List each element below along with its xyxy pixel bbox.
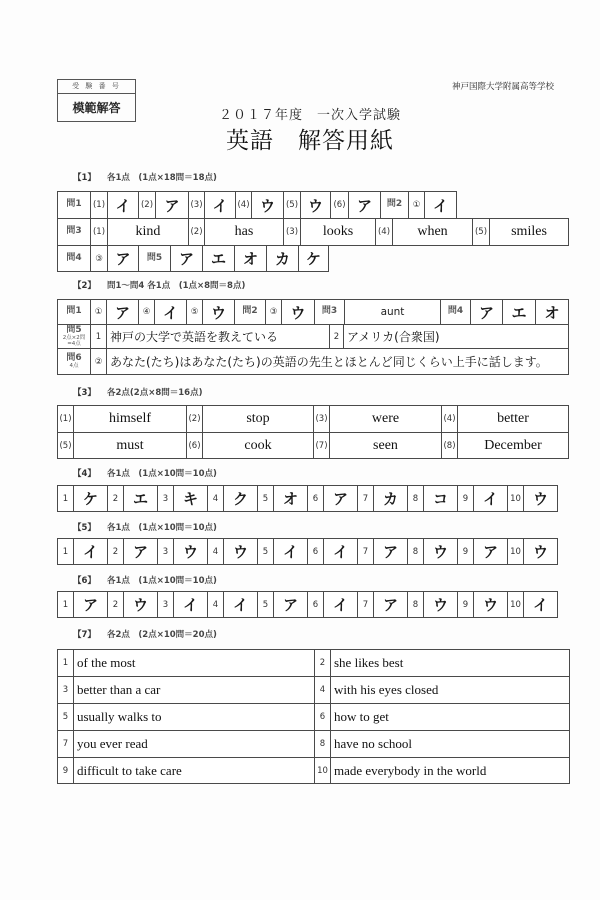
question-label — [57, 324, 91, 349]
answer-cell: ウ — [473, 591, 508, 618]
item-number: (4) — [235, 191, 252, 219]
answer-cell: ウ — [423, 591, 458, 618]
answer-cell: ウ — [523, 538, 558, 565]
answer-cell: ア — [170, 245, 203, 272]
answer-text-cell: made everybody in the world — [330, 757, 570, 784]
answer-cell: has — [204, 218, 284, 246]
question-label: 問1 — [57, 191, 91, 219]
answer-cell: ア — [473, 538, 508, 565]
item-number: (3) — [188, 191, 205, 219]
question-label: 問4 — [440, 299, 471, 325]
section-7-row — [57, 730, 569, 758]
item-number: 6 — [307, 485, 324, 512]
question-label: 問1 — [57, 299, 91, 325]
item-number: (1) — [90, 218, 108, 246]
page-title: 英語 解答用紙 — [226, 128, 394, 154]
answer-cell: ウ — [281, 299, 315, 325]
item-number: (2) — [188, 218, 205, 246]
answer-cell: ア — [373, 591, 408, 618]
answer-cell: ア — [155, 191, 189, 219]
item-number: 2 — [329, 324, 344, 349]
answer-cell: イ — [323, 538, 358, 565]
item-number: 1 — [57, 538, 74, 565]
answer-cell: コ — [423, 485, 458, 512]
answer-cell: ウ — [251, 191, 284, 219]
answer-cell: when — [392, 218, 473, 246]
answer-cell: aunt — [344, 299, 441, 325]
answer-cell: エ — [502, 299, 536, 325]
answer-text-cell: of the most — [73, 649, 315, 677]
item-number: ③ — [90, 245, 108, 272]
answer-cell: イ — [73, 538, 108, 565]
item-number: 6 — [307, 591, 324, 618]
answer-cell: ウ — [173, 538, 208, 565]
section-number: 【6】 — [73, 576, 96, 586]
item-number: 9 — [457, 591, 474, 618]
section-2-heading — [73, 279, 245, 291]
answer-cell: ウ — [223, 538, 258, 565]
item-number: 1 — [90, 324, 107, 349]
section-2-row — [57, 348, 568, 375]
item-number: (2) — [186, 405, 203, 433]
answer-cell: イ — [173, 591, 208, 618]
answer-text-cell: with his eyes closed — [330, 676, 570, 704]
answer-cell: カ — [373, 485, 408, 512]
answer-cell: ア — [470, 299, 503, 325]
answer-cell: must — [73, 432, 187, 459]
exam-number-label: 受 験 番 号 — [58, 80, 135, 94]
item-number: 1 — [57, 485, 74, 512]
answer-cell: ア — [373, 538, 408, 565]
item-number: 9 — [457, 485, 474, 512]
item-number: 5 — [57, 703, 74, 731]
item-number: 4 — [207, 538, 224, 565]
question-label: 問5 — [138, 245, 171, 272]
question-label: 問2 — [234, 299, 266, 325]
answer-cell: ウ — [123, 591, 158, 618]
question-label — [57, 348, 91, 375]
answer-cell: カ — [266, 245, 299, 272]
item-number: (2) — [138, 191, 156, 219]
item-number: 8 — [314, 730, 331, 758]
item-number: (4) — [375, 218, 393, 246]
item-number: 10 — [507, 538, 524, 565]
answer-cell: ク — [223, 485, 258, 512]
answer-cell: were — [329, 405, 442, 433]
answer-text-cell: あなた(たち)はあなた(たち)の英語の先生とほとんど同じくらい上手に話します。 — [106, 348, 569, 375]
answer-cell: ア — [73, 591, 108, 618]
section-5-heading — [73, 521, 217, 533]
answer-cell: ウ — [523, 485, 558, 512]
question-label-text: 問6 — [66, 352, 82, 363]
item-number: (6) — [330, 191, 349, 219]
answer-cell: イ — [154, 299, 187, 325]
question-points-note: =4点 — [67, 341, 81, 348]
section-scoring-note: 各2点(2点×8問＝16点) — [107, 388, 203, 398]
section-7-row — [57, 676, 569, 704]
section-scoring-note: 各1点 (1点×10問＝10点) — [107, 523, 217, 533]
answer-cell: ア — [348, 191, 381, 219]
question-label-text: 問5 — [66, 324, 82, 335]
answer-cell: エ — [123, 485, 158, 512]
section-1-row — [57, 191, 456, 219]
section-number: 【3】 — [73, 388, 96, 398]
section-1-row — [57, 245, 328, 272]
answer-cell: イ — [424, 191, 457, 219]
answer-cell: kind — [107, 218, 189, 246]
item-number: ⑤ — [186, 299, 203, 325]
answer-cell: ウ — [300, 191, 331, 219]
section-7-row — [57, 757, 569, 784]
answer-cell: オ — [535, 299, 569, 325]
answer-cell: ウ — [202, 299, 235, 325]
item-number: 3 — [157, 485, 174, 512]
answer-cell: looks — [300, 218, 376, 246]
item-number: 2 — [107, 591, 124, 618]
item-number: (4) — [441, 405, 458, 433]
answer-text-cell: アメリカ(合衆国) — [343, 324, 569, 349]
section-scoring-note: 各1点 (1点×10問＝10点) — [107, 576, 217, 586]
section-5-row — [57, 538, 557, 565]
answer-cell: イ — [273, 538, 308, 565]
answer-cell: stop — [202, 405, 314, 433]
answer-text-cell: how to get — [330, 703, 570, 731]
item-number: (1) — [57, 405, 74, 433]
item-number: 7 — [357, 538, 374, 565]
item-number: 1 — [57, 591, 74, 618]
item-number: 2 — [107, 538, 124, 565]
item-number: (7) — [313, 432, 330, 459]
item-number: 7 — [57, 730, 74, 758]
section-number: 【5】 — [73, 523, 96, 533]
item-number: 9 — [457, 538, 474, 565]
item-number: (5) — [57, 432, 74, 459]
section-1-heading — [73, 171, 217, 183]
answer-cell: エ — [202, 245, 235, 272]
question-label: 問2 — [380, 191, 409, 219]
school-name: 神戸国際大学附属高等学校 — [452, 82, 555, 92]
section-number: 【7】 — [73, 630, 96, 640]
item-number: (6) — [186, 432, 203, 459]
item-number: ② — [90, 348, 107, 375]
section-2-row — [57, 299, 568, 325]
answer-cell: himself — [73, 405, 187, 433]
answer-cell: イ — [323, 591, 358, 618]
item-number: ④ — [138, 299, 155, 325]
item-number: 8 — [407, 591, 424, 618]
section-1-row — [57, 218, 568, 246]
answer-cell: cook — [202, 432, 314, 459]
item-number: 6 — [307, 538, 324, 565]
section-6-row — [57, 591, 557, 618]
item-number: ③ — [265, 299, 282, 325]
question-label: 問3 — [314, 299, 345, 325]
answer-cell: キ — [173, 485, 208, 512]
question-points-note: 2点×2問 — [62, 335, 86, 342]
answer-cell: オ — [273, 485, 308, 512]
item-number: ① — [90, 299, 107, 325]
section-number: 【4】 — [73, 469, 96, 479]
answer-cell: ア — [273, 591, 308, 618]
item-number: 9 — [57, 757, 74, 784]
section-6-heading — [73, 574, 217, 586]
item-number: 1 — [57, 649, 74, 677]
item-number: 10 — [507, 591, 524, 618]
section-4-heading — [73, 467, 217, 479]
answer-text-cell: usually walks to — [73, 703, 315, 731]
answer-cell: smiles — [489, 218, 569, 246]
answer-cell: December — [457, 432, 569, 459]
section-3-row — [57, 405, 568, 433]
item-number: 5 — [257, 591, 274, 618]
section-4-row — [57, 485, 557, 512]
answer-cell: イ — [107, 191, 139, 219]
item-number: 3 — [57, 676, 74, 704]
exam-number-value: 模範解答 — [72, 101, 121, 115]
item-number: 3 — [157, 538, 174, 565]
question-points-note: 4点 — [69, 363, 79, 370]
section-scoring-note: 各1点 (1点×10問＝10点) — [107, 469, 217, 479]
question-label: 問3 — [57, 218, 91, 246]
answer-cell: ケ — [73, 485, 108, 512]
item-number: 4 — [207, 485, 224, 512]
answer-cell: ア — [323, 485, 358, 512]
exam-year-title: ２０１７年度 一次入学試験 — [218, 108, 401, 123]
section-7-row — [57, 649, 569, 677]
item-number: 6 — [314, 703, 331, 731]
section-2-row — [57, 324, 568, 349]
section-scoring-note: 各1点 (1点×18問＝18点) — [107, 173, 217, 183]
answer-text-cell: better than a car — [73, 676, 315, 704]
section-number: 【2】 — [73, 281, 96, 291]
item-number: 8 — [407, 538, 424, 565]
answer-text-cell: you ever read — [73, 730, 315, 758]
answer-cell: ア — [106, 299, 139, 325]
section-number: 【1】 — [73, 173, 96, 183]
answer-cell: ウ — [423, 538, 458, 565]
section-3-row — [57, 432, 568, 459]
item-number: 4 — [314, 676, 331, 704]
section-3-heading — [73, 386, 202, 398]
answer-cell: ケ — [298, 245, 329, 272]
item-number: 7 — [357, 591, 374, 618]
item-number: 5 — [257, 538, 274, 565]
item-number: 10 — [507, 485, 524, 512]
section-7-row — [57, 703, 569, 731]
question-label: 問4 — [57, 245, 91, 272]
item-number: 4 — [207, 591, 224, 618]
item-number: ① — [408, 191, 425, 219]
section-scoring-note: 各2点 (2点×10問＝20点) — [107, 630, 217, 640]
item-number: 3 — [157, 591, 174, 618]
item-number: 8 — [407, 485, 424, 512]
answer-cell: better — [457, 405, 569, 433]
answer-text-cell: have no school — [330, 730, 570, 758]
item-number: (3) — [283, 218, 301, 246]
answer-cell: ア — [123, 538, 158, 565]
item-number: 5 — [257, 485, 274, 512]
section-7-heading — [73, 628, 217, 640]
answer-cell: seen — [329, 432, 442, 459]
item-number: 2 — [314, 649, 331, 677]
item-number: (5) — [283, 191, 301, 219]
item-number: (8) — [441, 432, 458, 459]
section-scoring-note: 問1～問4 各1点 (1点×8問＝8点) — [107, 281, 246, 291]
item-number: (1) — [90, 191, 108, 219]
answer-cell: イ — [223, 591, 258, 618]
answer-text-cell: 神戸の大学で英語を教えている — [106, 324, 330, 349]
answer-cell: イ — [204, 191, 236, 219]
item-number: 7 — [357, 485, 374, 512]
answer-text-cell: she likes best — [330, 649, 570, 677]
answer-cell: オ — [234, 245, 267, 272]
answer-cell: イ — [523, 591, 558, 618]
item-number: (5) — [472, 218, 490, 246]
answer-cell: ア — [107, 245, 139, 272]
item-number: 2 — [107, 485, 124, 512]
answer-cell: イ — [473, 485, 508, 512]
answer-text-cell: difficult to take care — [73, 757, 315, 784]
item-number: 10 — [314, 757, 331, 784]
item-number: (3) — [313, 405, 330, 433]
